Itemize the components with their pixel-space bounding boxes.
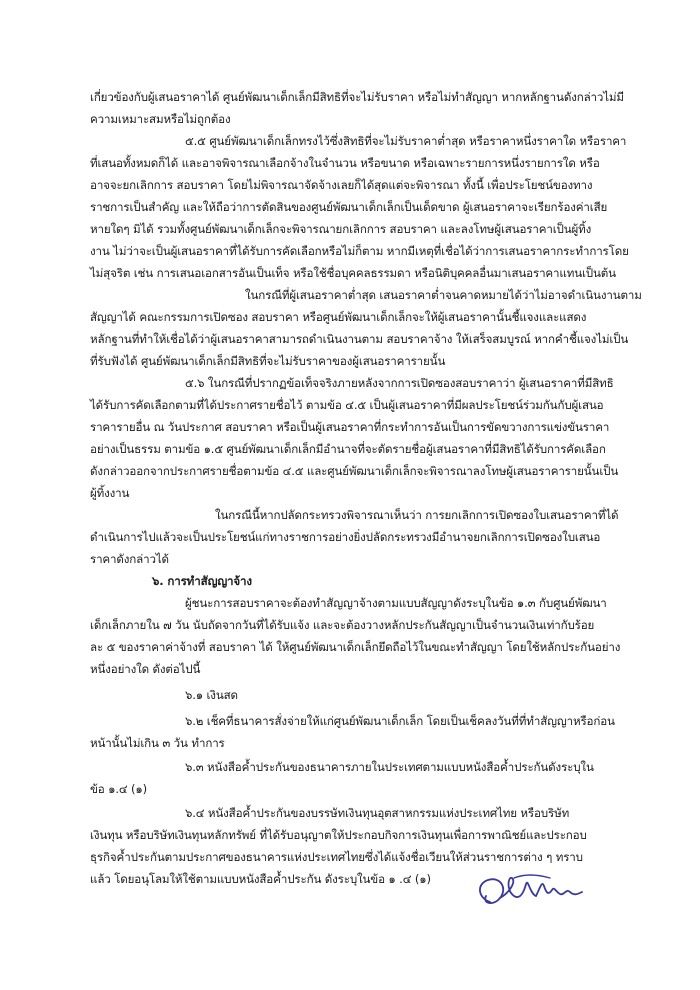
text-line: ผู้ชนะการสอบราคาจะต้องทำสัญญาจ้างตามแบบสัญญาดังระบุในข้อ ๑.๓ กับศูนย์พัฒนา	[185, 596, 607, 610]
text-line: ราคารายอื่น ณ วันประกาศ สอบราคา หรือเป็นผู้เสนอราคาที่กระทำการอันเป็นการขัดขวางการแข่งขันราคา	[90, 420, 610, 434]
text-line: ในกรณีที่ผู้เสนอราคาต่ำสุด เสนอราคาต่ำจนคาดหมายได้ว่าไม่อาจดำเนินงานตาม	[245, 288, 642, 302]
text-line: เด็กเล็กภายใน ๗ วัน นับถัดจากวันที่ได้รับแจ้ง และจะต้องวางหลักประกันสัญญาเป็นจำนวนเงินเท่ากับร้อย	[90, 618, 595, 632]
text-line: ดำเนินการไปแล้วจะเป็นประโยชน์แก่ทางราชการอย่างยิ่งปลัดกระทรวงมีอำนาจยกเลิกการเปิดซองใบเสนอ	[90, 530, 601, 544]
text-line: อาจจะยกเลิกการ สอบราคา โดยไม่พิจารณาจัดจ้างเลยก็ได้สุดแต่จะพิจารณา ทั้งนี้ เพื่อประโยชน์ของทาง	[90, 178, 593, 192]
text-line: ธุรกิจค้ำประกันตามประกาศของธนาคารแห่งประเทศไทยซึ่งได้แจ้งชื่อเวียนให้ส่วนราชการต่าง ๆ ทราบ	[90, 850, 583, 864]
text-line: ผู้ทิ้งงาน	[90, 486, 130, 500]
text-line: อย่างเป็นธรรม ตามข้อ ๑.๕ ศูนย์พัฒนาเด็กเล็กมีอำนาจที่จะตัดรายชื่อผู้เสนอราคาที่มีสิทธิได้รับการคัดเลือก	[90, 442, 606, 456]
text-line: สัญญาได้ คณะกรรมการเปิดซอง สอบราคา หรือศูนย์พัฒนาเด็กเล็กจะให้ผู้เสนอราคานั้นชี้แจงและแสดง	[90, 310, 587, 324]
text-line: ในกรณีนี้หากปลัดกระทรวงพิจารณาเห็นว่า การยกเลิกการเปิดซองใบเสนอราคาที่ได้	[215, 508, 619, 522]
text-line: หายใดๆ มิได้ รวมทั้งศูนย์พัฒนาเด็กเล็กจะพิจารณายกเลิกการ สอบราคา และลงโทษผู้เสนอราคาเป็นผู้ทิ้ง	[90, 222, 592, 236]
text-line: ๖.๑ เงินสด	[185, 688, 238, 702]
text-line: ไม่สุจริต เช่น การเสนอเอกสารอันเป็นเท็จ หรือใช้ชื่อบุคคลธรรมดา หรือนิติบุคคลอื่นมาเสนอราคาแทนเป็นต้น	[90, 266, 616, 280]
text-line: ๕.๕ ศูนย์พัฒนาเด็กเล็กทรงไว้ซึ่งสิทธิที่จะไม่รับราคาต่ำสุด หรือราคาหนึ่งราคาใด หรือราคา	[185, 134, 627, 148]
text-line: เงินทุน หรือบริษัทเงินทุนหลักทรัพย์ ที่ได้รับอนุญาตให้ประกอบกิจการเงินทุนเพื่อการพาณิชย์และประกอบ	[90, 828, 587, 842]
text-line: ละ ๕ ของราคาค่าจ้างที่ สอบราคา ได้ ให้ศูนย์พัฒนาเด็กเล็กยึดถือไว้ในขณะทำสัญญา โดยใช้หลักประกันอย่าง	[90, 640, 621, 654]
text-line: ราคาดังกล่าวได้	[90, 552, 169, 566]
text-line: หน้านั้นไม่เกิน ๓ วัน ทำการ	[90, 736, 225, 750]
text-line: ความเหมาะสมหรือไม่ถูกต้อง	[90, 112, 231, 126]
text-line: ๕.๖ ในกรณีที่ปรากฏข้อเท็จจริงภายหลังจากการเปิดซองสอบราคาว่า ผู้เสนอราคาที่มีสิทธิ	[185, 376, 614, 390]
text-line: หลักฐานที่ทำให้เชื่อได้ว่าผู้เสนอราคาสามารถดำเนินงานตาม สอบราคาจ้าง ให้เสร็จสมบูรณ์ หากคำชี้แจงไม่เป็น	[90, 332, 629, 346]
section-heading: ๖. การทำสัญญาจ้าง	[152, 574, 252, 588]
text-line: ที่เสนอทั้งหมดก็ได้ และอาจพิจารณาเลือกจ้างในจำนวน หรือขนาด หรือเฉพาะรายการหนึ่งรายการใด หรือ	[90, 156, 600, 170]
signature-image	[470, 868, 590, 920]
text-line: ได้รับการคัดเลือกตามที่ได้ประกาศรายชื่อไว้ ตามข้อ ๔.๕ เป็นผู้เสนอราคาที่มีผลประโยชน์ร่วมกันกับผู้เสนอ	[90, 398, 604, 412]
text-line: ดังกล่าวออกจากประกาศรายชื่อตามข้อ ๔.๕ และศูนย์พัฒนาเด็กเล็กจะพิจารณาลงโทษผู้เสนอราคารายนั้นเป็น	[90, 464, 619, 478]
text-line: เกี่ยวข้องกับผู้เสนอราคาได้ ศูนย์พัฒนาเด็กเล็กมีสิทธิที่จะไม่รับราคา หรือไม่ทำสัญญา หากหลักฐานดังกล่าวไม่มี	[90, 90, 624, 104]
text-line: ราชการเป็นสำคัญ และให้ถือว่าการตัดสินของศูนย์พัฒนาเด็กเล็กเป็นเด็ดขาด ผู้เสนอราคาจะเรียกร้องค่าเสีย	[90, 200, 608, 214]
text-line: ข้อ ๑.๔ (๑)	[90, 782, 147, 796]
text-line: ๖.๔ หนังสือค้ำประกันของบรรษัทเงินทุนอุตสาหกรรมแห่งประเทศไทย หรือบริษัท	[185, 806, 570, 820]
text-line: ๖.๒ เช็คที่ธนาคารสั่งจ่ายให้แก่ศูนย์พัฒนาเด็กเล็ก โดยเป็นเช็คลงวันที่ที่ทำสัญญาหรือก่อน	[185, 714, 615, 728]
text-line: หนึ่งอย่างใด ดังต่อไปนี้	[90, 662, 201, 676]
text-line: ที่รับฟังได้ ศูนย์พัฒนาเด็กเล็กมีสิทธิที่จะไม่รับราคาของผู้เสนอราคารายนั้น	[90, 354, 446, 368]
text-line: แล้ว โดยอนุโลมให้ใช้ตามแบบหนังสือค้ำประกัน ดังระบุในข้อ ๑ .๔ (๑)	[90, 872, 431, 886]
text-line: ๖.๓ หนังสือค้ำประกันของธนาคารภายในประเทศตามแบบหนังสือค้ำประกันดังระบุใน	[185, 760, 594, 774]
text-line: งาน ไม่ว่าจะเป็นผู้เสนอราคาที่ได้รับการคัดเลือกหรือไม่ก็ตาม หากมีเหตุที่เชื่อได้ว่าการเสนอราคากระทำการโดย	[90, 244, 629, 258]
